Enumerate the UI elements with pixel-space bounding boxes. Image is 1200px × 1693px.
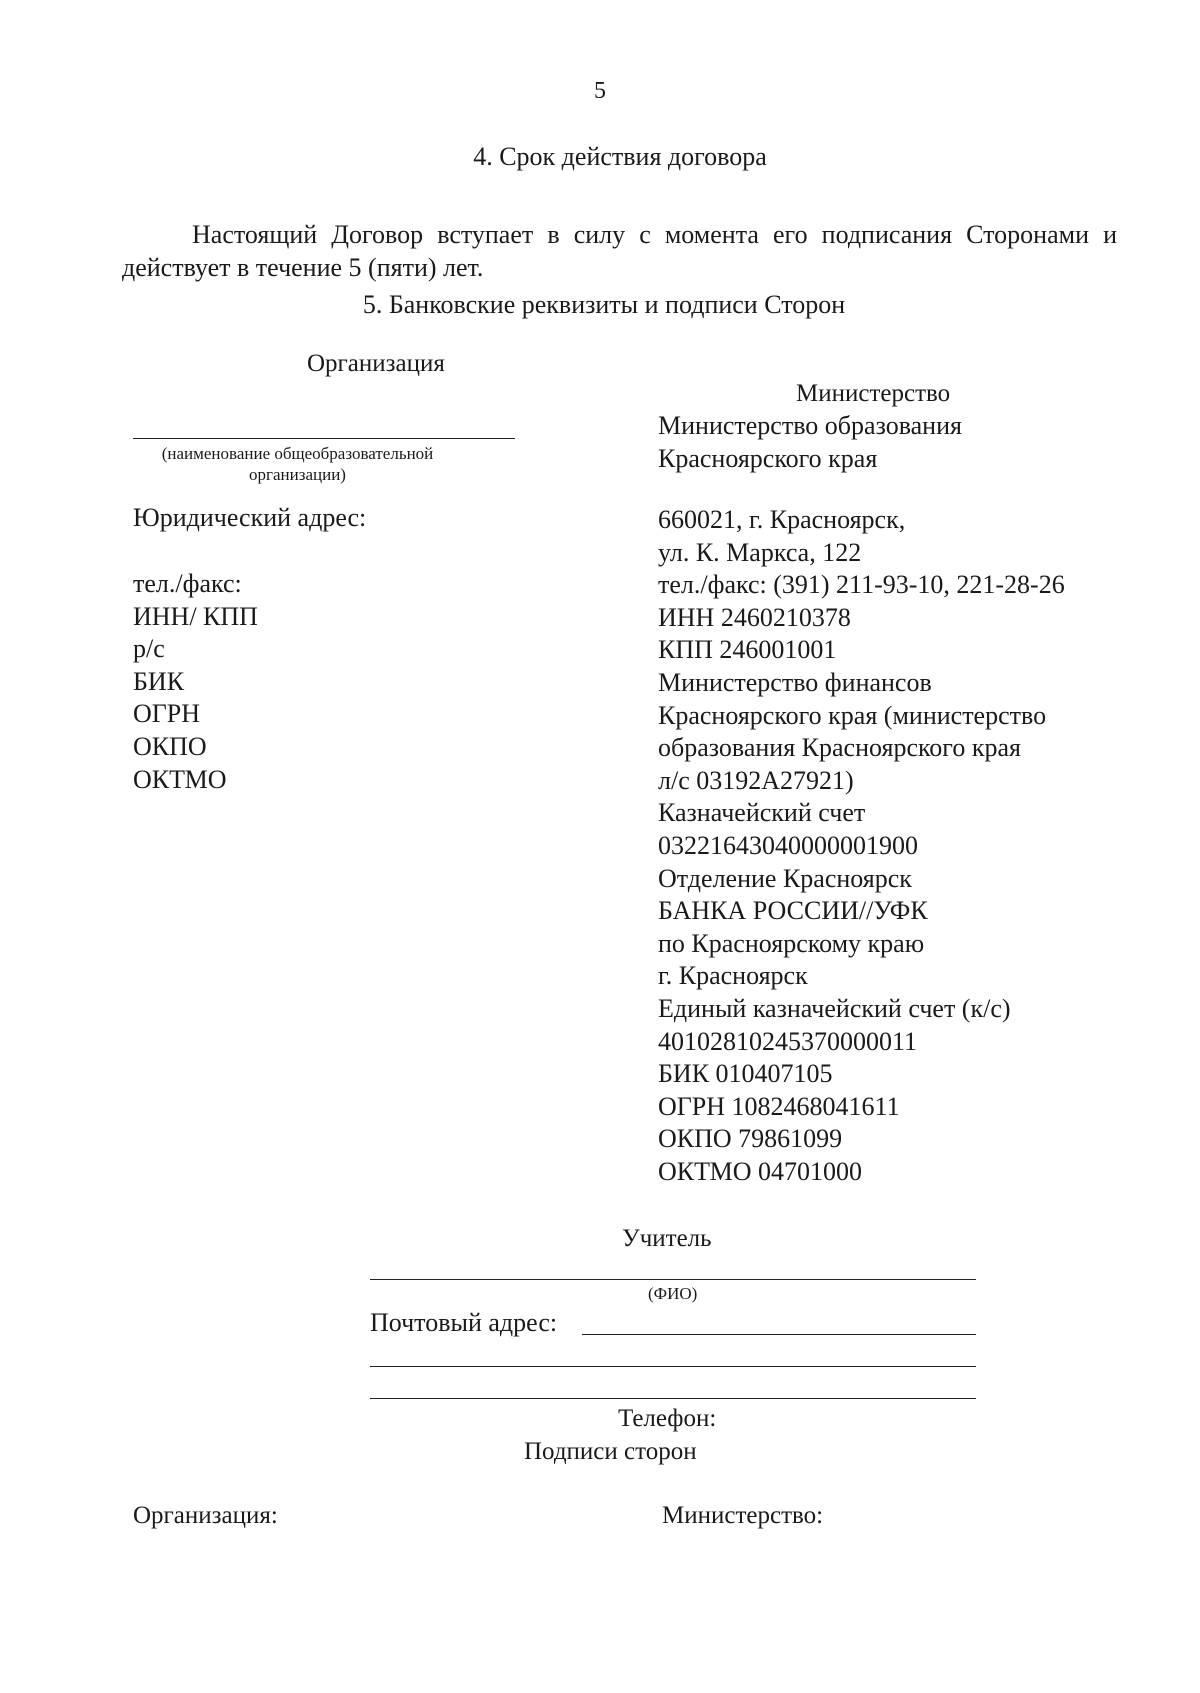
ministry-detail-line: по Красноярскому краю bbox=[658, 928, 925, 958]
organization-field: ОГРН bbox=[133, 699, 201, 729]
ministry-detail-line: БИК 010407105 bbox=[658, 1059, 833, 1089]
ministry-detail-line: Министерство финансов bbox=[658, 667, 932, 697]
teacher-postal-address-line-3 bbox=[370, 1398, 976, 1399]
ministry-name-line: Министерство образования bbox=[658, 411, 962, 440]
ministry-details bbox=[658, 504, 1065, 1188]
teacher-postal-address-line-2 bbox=[370, 1366, 976, 1367]
ministry-detail-line: Единый казначейский счет (к/с) bbox=[658, 993, 1011, 1023]
signatures-heading: Подписи сторон bbox=[524, 1438, 697, 1465]
ministry-name bbox=[658, 410, 962, 475]
organization-field: р/с bbox=[133, 634, 165, 664]
teacher-fio-hint: (ФИО) bbox=[648, 1284, 698, 1303]
ministry-name-line: Красноярского края bbox=[658, 443, 878, 473]
ministry-detail-line: образования Красноярского края bbox=[658, 733, 1021, 763]
organization-name-hint: (наименование общеобразовательной организации) bbox=[161, 444, 434, 484]
signature-ministry-label: Министерство: bbox=[662, 1502, 824, 1529]
ministry-detail-line: ИНН 2460210378 bbox=[658, 602, 851, 632]
teacher-phone-label: Телефон: bbox=[618, 1405, 717, 1432]
page-number: 5 bbox=[594, 78, 606, 104]
ministry-detail-line: 40102810245370000011 bbox=[658, 1026, 918, 1056]
section-4-heading: 4. Срок действия договора bbox=[473, 142, 767, 171]
teacher-fio-line bbox=[370, 1279, 976, 1280]
section-4-paragraph: Настоящий Договор вступает в силу с момента его подписания Сторонами и действует в течение 5 (пяти) лет. bbox=[122, 220, 1117, 282]
organization-name-line bbox=[133, 438, 515, 439]
organization-fields bbox=[133, 568, 258, 796]
ministry-detail-line: Казначейский счет bbox=[658, 798, 866, 828]
ministry-detail-line: г. Красноярск bbox=[658, 961, 808, 991]
ministry-heading: Министерство bbox=[796, 380, 951, 407]
organization-field: ИНН/ КПП bbox=[133, 601, 258, 631]
organization-legal-address: Юридический адрес: bbox=[133, 503, 367, 532]
teacher-postal-address-label: Почтовый адрес: bbox=[370, 1308, 558, 1337]
ministry-detail-line: Отделение Красноярск bbox=[658, 863, 912, 893]
section-5-heading: 5. Банковские реквизиты и подписи Сторон bbox=[362, 290, 846, 319]
ministry-detail-line: Красноярского края (министерство bbox=[658, 700, 1047, 730]
organization-heading: Организация bbox=[307, 350, 445, 377]
ministry-detail-line: ОКПО 79861099 bbox=[658, 1124, 843, 1154]
ministry-detail-line: 660021, г. Красноярск, bbox=[658, 505, 906, 534]
ministry-detail-line: ОГРН 1082468041611 bbox=[658, 1091, 900, 1121]
ministry-detail-line: БАНКА РОССИИ//УФК bbox=[658, 896, 928, 926]
ministry-detail-line: КПП 246001001 bbox=[658, 635, 837, 665]
organization-field: тел./факс: bbox=[133, 569, 242, 598]
teacher-postal-address-line bbox=[582, 1334, 976, 1335]
ministry-detail-line: ул. К. Маркса, 122 bbox=[658, 537, 862, 567]
signature-organization-label: Организация: bbox=[133, 1502, 278, 1529]
ministry-detail-line: тел./факс: (391) 211-93-10, 221-28-26 bbox=[658, 570, 1065, 600]
organization-field: ОКПО bbox=[133, 731, 207, 761]
ministry-detail-line: л/с 03192А27921) bbox=[658, 765, 854, 795]
ministry-detail-line: ОКТМО 04701000 bbox=[658, 1156, 863, 1186]
organization-field: ОКТМО bbox=[133, 764, 227, 794]
organization-field: БИК bbox=[133, 666, 185, 696]
teacher-heading: Учитель bbox=[622, 1225, 712, 1252]
ministry-detail-line: 03221643040000001900 bbox=[658, 830, 918, 860]
